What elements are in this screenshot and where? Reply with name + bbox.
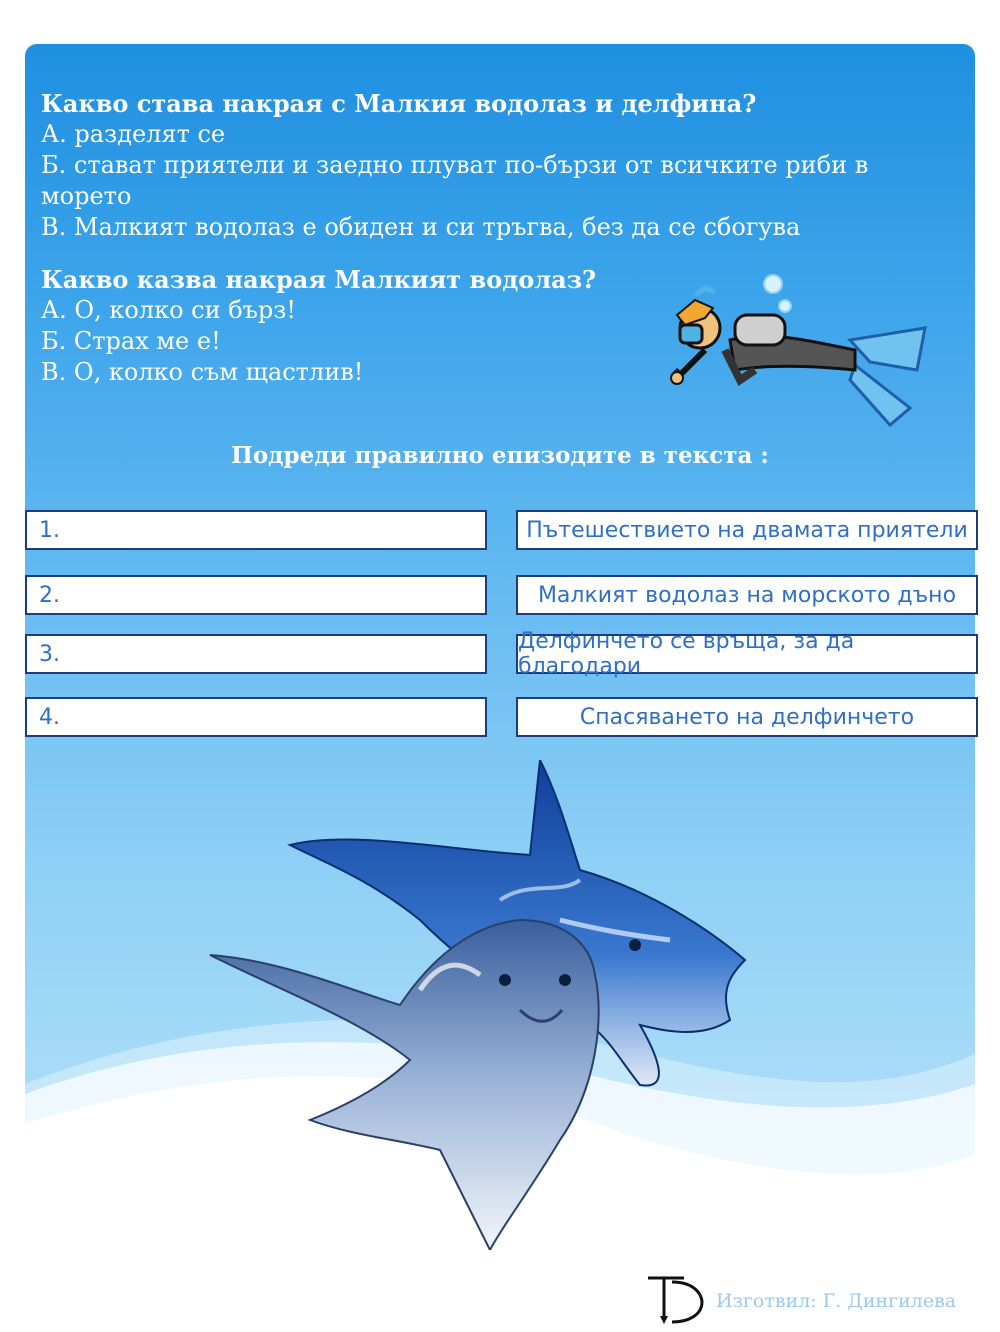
question-1	[41, 88, 941, 243]
order-slot-2[interactable]	[25, 575, 487, 615]
question-2-title: Какво казва накрая Малкият водолаз?	[41, 265, 597, 294]
dolphins-illustration	[200, 760, 760, 1250]
order-slot-3[interactable]	[25, 634, 487, 674]
diver-illustration	[655, 270, 935, 435]
question-2-option-c: В. О, колко съм щастлив!	[41, 358, 364, 386]
question-1-title: Какво става накрая с Малкия водолаз и делфина?	[41, 89, 757, 118]
question-1-option-c: В. Малкият водолаз е обиден и си тръгва, без да се сбогува	[41, 213, 801, 241]
order-slot-3-label: 3.	[39, 641, 60, 667]
question-2-option-a: А. О, колко си бърз!	[41, 296, 297, 324]
episode-choice-3[interactable]: Делфинчето се връща, за да благодари	[516, 634, 978, 674]
episode-choice-2[interactable]: Малкият водолаз на морското дъно	[516, 575, 978, 615]
question-1-option-a: А. разделят се	[41, 120, 226, 148]
question-1-option-b: Б. стават приятели и заедно плуват по-бързи от всичките риби в морето	[41, 151, 869, 210]
author-credit: Изготвил: Г. Дингилева	[716, 1290, 957, 1312]
order-slot-4-label: 4.	[39, 704, 60, 730]
episode-choice-4[interactable]: Спасяването на делфинчето	[516, 697, 978, 737]
instruction-heading: Подреди правилно епизодите в текста :	[231, 442, 769, 469]
order-slot-4[interactable]	[25, 697, 487, 737]
order-slot-2-label: 2.	[39, 582, 60, 608]
order-slot-1[interactable]	[25, 510, 487, 550]
author-logo-icon	[644, 1274, 704, 1326]
episode-choice-1[interactable]: Пътешествието на двамата приятели	[516, 510, 978, 550]
question-2	[41, 264, 661, 388]
order-slot-1-label: 1.	[39, 517, 60, 543]
question-2-option-b: Б. Страх ме е!	[41, 327, 221, 355]
